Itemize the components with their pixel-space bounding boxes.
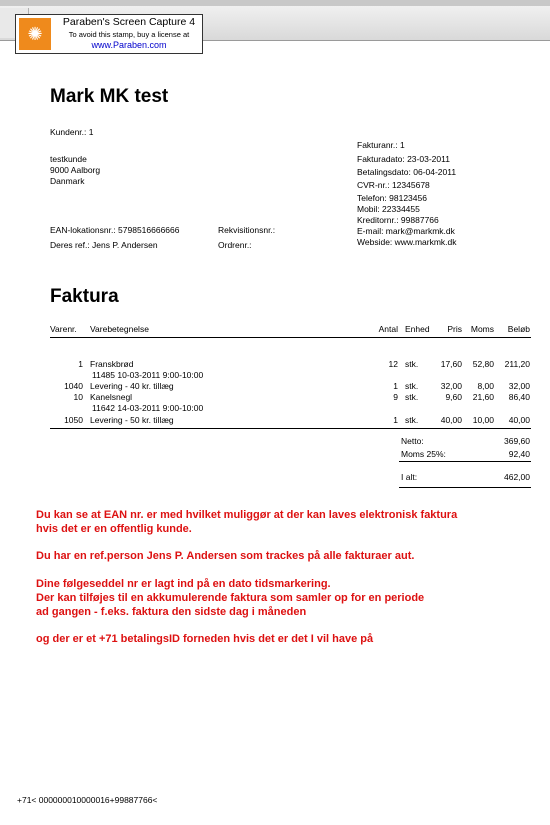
row-antal: 1 xyxy=(393,381,398,391)
screen-capture-stamp xyxy=(15,14,203,54)
customer-country: Danmark xyxy=(50,176,85,186)
note-accumulate-cont: ad gangen - f.eks. faktura den sidste dag i måneden xyxy=(36,606,307,618)
payment-date: Betalingsdato: 06-04-2011 xyxy=(357,167,457,177)
invoice-heading: Faktura xyxy=(50,286,119,307)
invoice-number: Fakturanr.: 1 xyxy=(357,140,405,150)
row-desc: 11485 10-03-2011 9:00-10:00 xyxy=(92,370,204,380)
row-moms: 21,60 xyxy=(472,392,494,402)
creditor-number: Kreditornr.: 99887766 xyxy=(357,215,439,225)
row-enhed: stk. xyxy=(405,392,419,402)
vat-label: Moms 25%: xyxy=(401,449,446,459)
col-enhed: Enhed xyxy=(405,324,430,334)
header-divider xyxy=(50,337,531,338)
col-desc: Varebetegnelse xyxy=(90,324,149,334)
toolbar-strip xyxy=(0,0,550,6)
row-belob: 32,00 xyxy=(508,381,530,391)
row-varenr: 1 xyxy=(78,359,83,369)
row-antal: 1 xyxy=(393,415,398,425)
row-varenr: 1040 xyxy=(64,381,83,391)
col-antal: Antal xyxy=(378,324,398,334)
deres-ref: Deres ref.: Jens P. Andersen xyxy=(50,240,158,250)
netto-label: Netto: xyxy=(401,436,424,446)
row-desc: 11642 14-03-2011 9:00-10:00 xyxy=(92,403,204,413)
website: Webside: www.markmk.dk xyxy=(357,237,457,247)
row-desc: Levering - 40 kr. tillæg xyxy=(90,381,174,391)
row-enhed: stk. xyxy=(405,359,419,369)
rekvisition-number: Rekvisitionsnr.: xyxy=(218,225,276,235)
row-enhed: stk. xyxy=(405,381,419,391)
customer-name: testkunde xyxy=(50,154,87,164)
col-moms: Moms xyxy=(470,324,494,334)
stamp-notice: To avoid this stamp, buy a license at xyxy=(68,30,190,39)
note-accumulate: Der kan tilføjes til en akkumulerende faktura som samler op for en periode xyxy=(36,592,425,604)
row-desc: Franskbrød xyxy=(90,359,134,369)
payment-line: +71< 000000010000016+99887766< xyxy=(17,795,158,805)
row-belob: 40,00 xyxy=(508,415,530,425)
paraben-logo-icon: ✺ xyxy=(19,18,51,50)
vat-value: 92,40 xyxy=(508,449,530,459)
row-moms: 10,00 xyxy=(472,415,494,425)
order-number: Ordrenr.: xyxy=(218,240,252,250)
email: E-mail: mark@markmk.dk xyxy=(357,226,455,236)
items-divider xyxy=(50,428,531,429)
row-moms: 8,00 xyxy=(477,381,494,391)
row-desc: Levering - 50 kr. tillæg xyxy=(90,415,174,425)
mobile: Mobil: 22334455 xyxy=(357,204,420,214)
col-varenr: Varenr. xyxy=(50,324,77,334)
total-label: I alt: xyxy=(401,472,418,482)
col-pris: Pris xyxy=(447,324,462,334)
row-varenr: 10 xyxy=(73,392,83,402)
row-varenr: 1050 xyxy=(64,415,83,425)
customer-city: 9000 Aalborg xyxy=(50,165,101,175)
row-moms: 52,80 xyxy=(472,359,494,369)
note-ref-person: Du har en ref.person Jens P. Andersen som trackes på alle fakturaer aut. xyxy=(36,550,415,562)
invoice-date: Fakturadato: 23-03-2011 xyxy=(357,154,450,164)
ean-number: EAN-lokationsnr.: 5798516666666 xyxy=(50,225,180,235)
totals-divider xyxy=(399,461,531,462)
customer-number: Kundenr.: 1 xyxy=(50,127,94,137)
row-pris: 40,00 xyxy=(440,415,462,425)
row-pris: 32,00 xyxy=(440,381,462,391)
total-underline xyxy=(399,487,531,488)
note-delivery: Dine følgeseddel nr er lagt ind på en dato tidsmarkering. xyxy=(36,578,331,590)
note-ean-cont: hvis det er en offentlig kunde. xyxy=(36,523,192,535)
col-belob: Beløb xyxy=(507,324,530,334)
note-ean: Du kan se at EAN nr. er med hvilket muliggør at der kan laves elektronisk faktura xyxy=(36,509,458,521)
row-belob: 211,20 xyxy=(504,359,530,369)
row-desc: Kanelsnegl xyxy=(90,392,133,402)
total-value: 462,00 xyxy=(504,472,530,482)
row-antal: 9 xyxy=(393,392,398,402)
note-payment-id: og der er et +71 betalingsID forneden hvis det er det I vil have på xyxy=(36,633,374,645)
row-enhed: stk. xyxy=(405,415,419,425)
row-pris: 9,60 xyxy=(445,392,462,402)
row-pris: 17,60 xyxy=(440,359,462,369)
row-antal: 12 xyxy=(388,359,398,369)
cvr-number: CVR-nr.: 12345678 xyxy=(357,180,430,190)
stamp-url[interactable]: www.Paraben.com xyxy=(91,40,167,50)
phone: Telefon: 98123456 xyxy=(357,193,427,203)
netto-value: 369,60 xyxy=(504,436,530,446)
company-name: Mark MK test xyxy=(50,86,169,107)
row-belob: 86,40 xyxy=(508,392,530,402)
stamp-title: Paraben's Screen Capture 4 xyxy=(62,16,196,28)
